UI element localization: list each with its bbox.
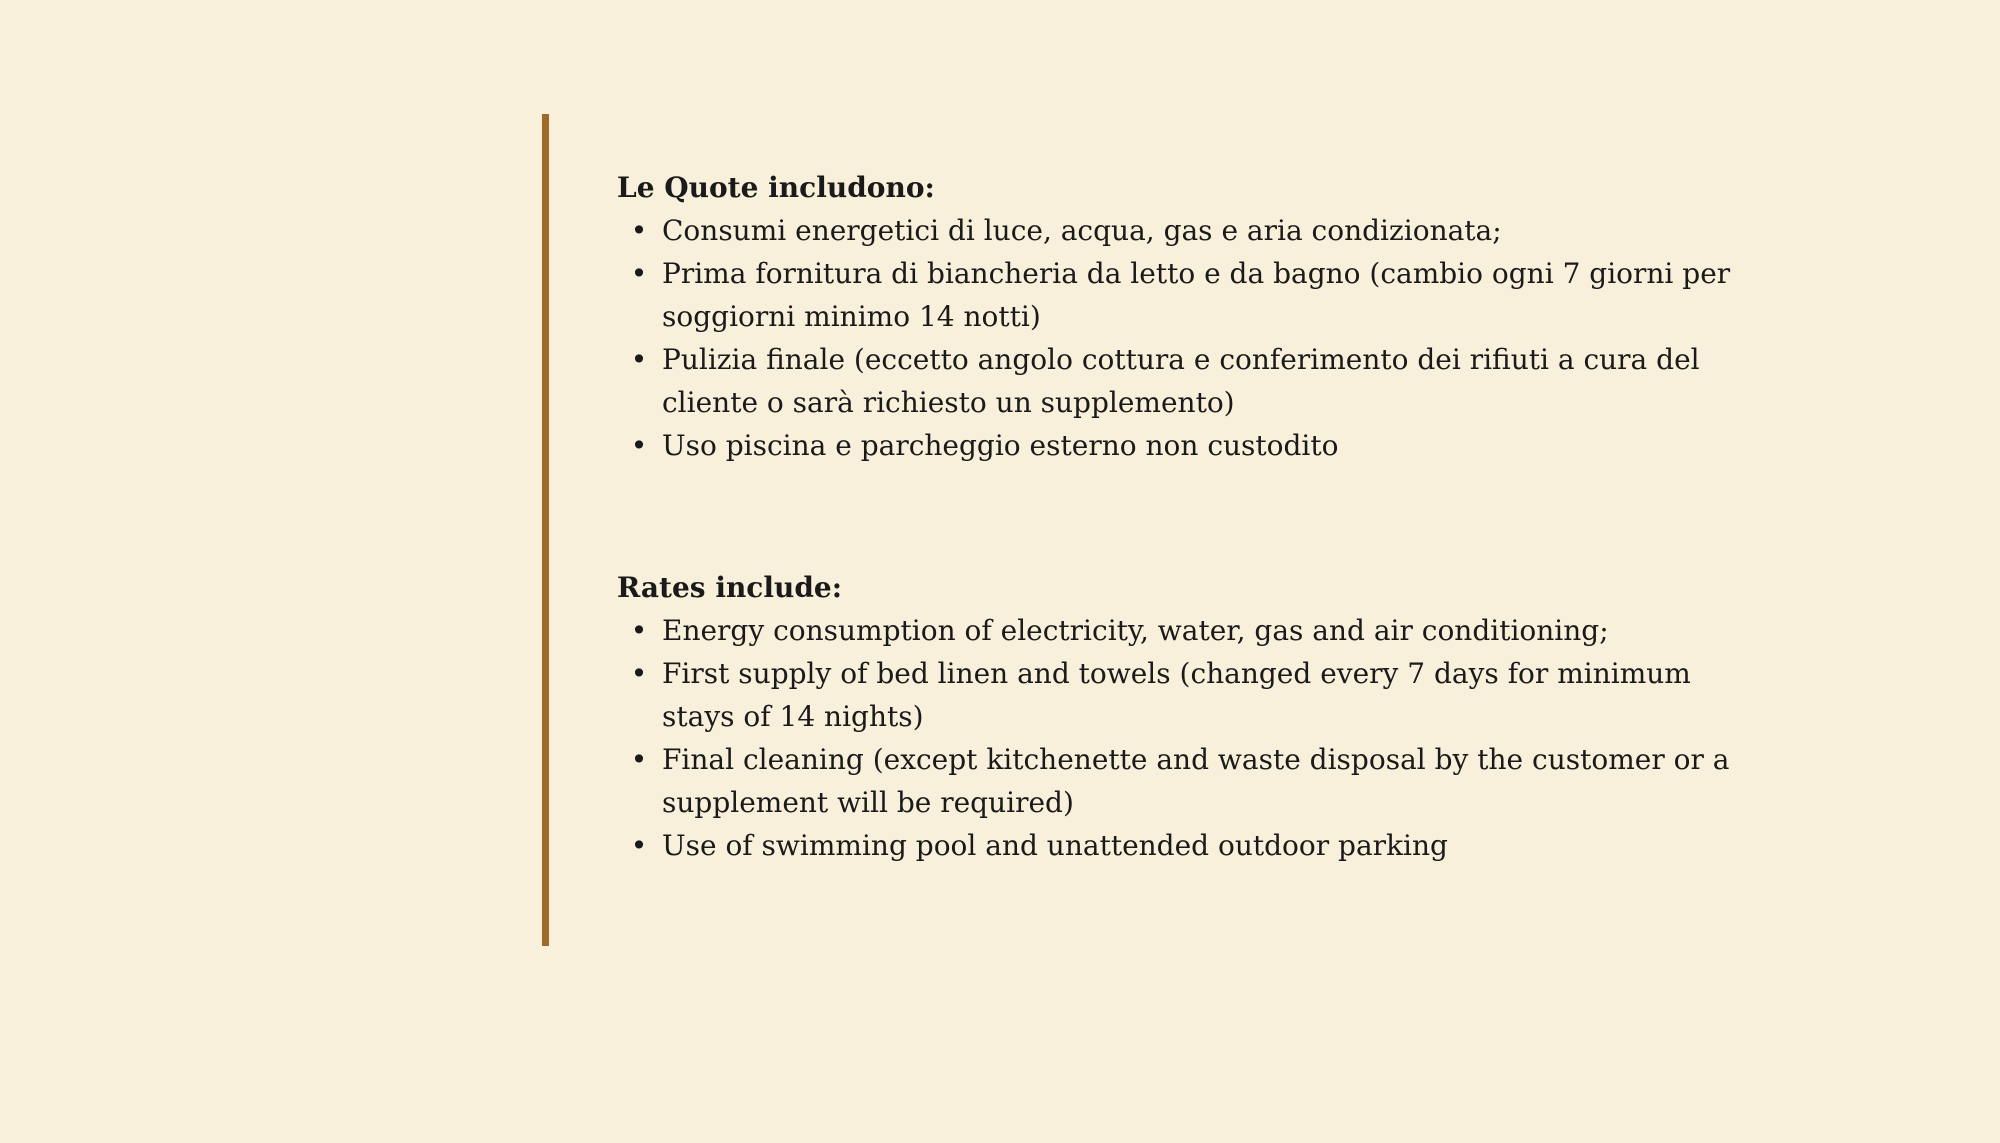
- section-title-italian: Le Quote includono:: [617, 171, 935, 204]
- bullet-icon: •: [630, 829, 648, 862]
- list-item: [617, 209, 1767, 252]
- accent-bar: [542, 114, 549, 946]
- list-item: [617, 252, 1767, 338]
- included-list-italian: [617, 209, 1767, 467]
- list-item: [617, 824, 1767, 867]
- list-item: [617, 652, 1767, 738]
- bullet-icon: •: [630, 257, 648, 290]
- bullet-icon: •: [630, 214, 648, 247]
- list-item-text: Use of swimming pool and unattended outdoor parking: [662, 829, 1448, 862]
- list-item: [617, 609, 1767, 652]
- bullet-icon: •: [630, 657, 648, 690]
- list-item: [617, 338, 1767, 424]
- list-item-text: First supply of bed linen and towels (changed every 7 days for minimum stays of 14 nights): [662, 657, 1691, 733]
- section-title-english: Rates include:: [617, 571, 843, 604]
- rates-content: [617, 166, 1767, 867]
- list-item-text: Uso piscina e parcheggio esterno non custodito: [662, 429, 1339, 462]
- bullet-icon: •: [630, 429, 648, 462]
- list-item-text: Consumi energetici di luce, acqua, gas e aria condizionata;: [662, 214, 1502, 247]
- list-item-text: Prima fornitura di biancheria da letto e da bagno (cambio ogni 7 giorni per soggiorni minimo 14 notti): [662, 257, 1731, 333]
- included-list-english: [617, 609, 1767, 867]
- bullet-icon: •: [630, 614, 648, 647]
- list-item: [617, 738, 1767, 824]
- bullet-icon: •: [630, 743, 648, 776]
- list-item-text: Energy consumption of electricity, water, gas and air conditioning;: [662, 614, 1609, 647]
- section-english: [617, 566, 1767, 867]
- list-item: [617, 424, 1767, 467]
- section-italian: [617, 166, 1767, 467]
- bullet-icon: •: [630, 343, 648, 376]
- list-item-text: Final cleaning (except kitchenette and waste disposal by the customer or a supplement will be required): [662, 743, 1730, 819]
- list-item-text: Pulizia finale (eccetto angolo cottura e conferimento dei rifiuti a cura del cliente o sarà richiesto un supplemento): [662, 343, 1700, 419]
